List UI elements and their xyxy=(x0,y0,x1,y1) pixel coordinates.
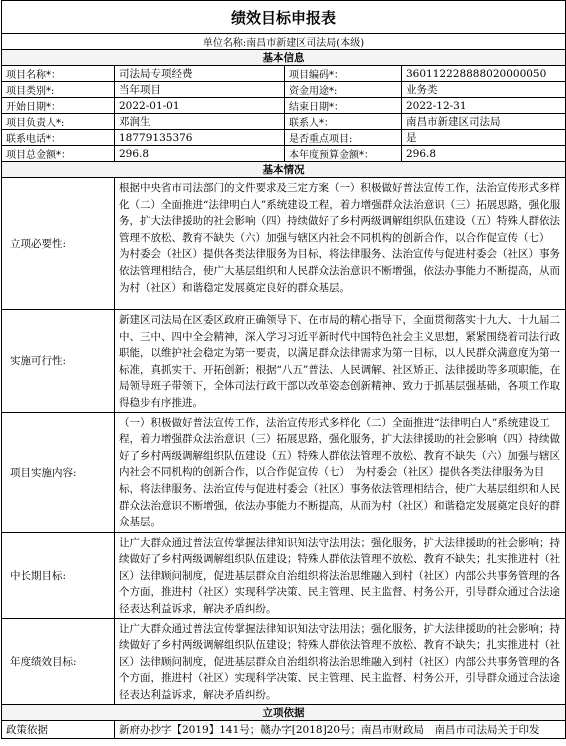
project-code-label: 项目编码*： xyxy=(285,66,402,82)
performance-form xyxy=(1,0,566,739)
total-amount-label: 项目总金额*： xyxy=(2,146,115,162)
necessity-text: 根据中央省市司法部门的文件要求及三定方案（一）积极做好普法宣传工作，法治宣传形式多样化（二）全面推进“法律明白人”系统建设工程，着力增强群众法治意识（三）拓展思路，强化服务，扩大法律援助的社会影响（四）持续做好了乡村两级调解组织队伍建设（五）特殊人群依法管理不放松、教育不缺失（六）加强与辖区内社会不同机构的创新合作，以合作促宣传（七） 为村委会（社区）提供各类法律服务为目标，将法律服务、法治宣传与促进村委会（社区）事务依法管理相结合，使广大基层组织和人民群众法治意识不断增强，依法办事能力不断提高，从而为村（社区）和谐稳定发展奠定良好的群众基层。 xyxy=(115,178,566,310)
phone-label: 联系电话*： xyxy=(2,130,115,146)
content-text: （一）积极做好普法宣传工作，法治宣传形式多样化（二）全面推进“法律明白人”系统建设工程，着力增强群众法治意识（三）拓展思路，强化服务，扩大法律援助的社会影响（四）持续做好了乡村两级调解组织队伍建设（五）特殊人群依法管理不放松、教育不缺失（六）加强与辖区内社会不同机构的创新合作，以合作促宣传（七） 为村委会（社区）提供各类法律服务为目标，将法律服务、法治宣传与促进村委会（社区）事务依法管理相结合，使广大基层组织和人民群众法治意识不断增强，依法办事能力不断提高，从而为村（社区）和谐稳定发展奠定良好的群众基层。 xyxy=(115,412,566,532)
form-title: 绩效目标申报表 xyxy=(2,1,566,34)
project-name-value: 司法局专项经费 xyxy=(115,66,285,82)
annual-text: 让广大群众通过普法宣传掌握法律知识知法守法用法；强化服务，扩大法律援助的社会影响；持续做好了乡村两级调解组织队伍建设；特殊人群依法管理不放松、教育不缺失；扎实推进村（社区）法律顾问制度，促进基层群众自治组织将法治思维融入到村（社区）内部公共事务管理的各个方面，推进村（社区）实现科学决策、民主管理、民主监督、村务公开，引导群众通过合法途径表达利益诉求，解决矛盾纠纷。 xyxy=(115,618,566,704)
project-name-label: 项目名称*： xyxy=(2,66,115,82)
section-basic-info: 基本信息 xyxy=(2,50,566,66)
fund-use-label: 资金用途*: xyxy=(285,82,402,98)
section-basic-status: 基本情况 xyxy=(2,162,566,178)
key-project-label: 是否重点项目: xyxy=(285,130,402,146)
end-date-value: 2022-12-31 xyxy=(402,98,566,114)
phone-value: 18779135376 xyxy=(115,130,285,146)
total-amount-value: 296.8 xyxy=(115,146,285,162)
policy-basis-label: 政策依据 xyxy=(2,720,115,738)
leader-label: 项目负责人*: xyxy=(2,114,115,130)
project-code-value: 360112228888020000050 xyxy=(402,66,566,82)
contact-value: 南昌市新建区司法局 xyxy=(402,114,566,130)
midterm-label: 中长期目标: xyxy=(2,532,115,618)
key-project-value: 是 xyxy=(402,130,566,146)
section-basis: 立项依据 xyxy=(2,704,566,720)
annual-label: 年度绩效目标: xyxy=(2,618,115,704)
end-date-label: 结束日期*： xyxy=(285,98,402,114)
unit-name: 单位名称:南昌市新建区司法局(本级) xyxy=(2,34,566,50)
annual-budget-label: 本年度预算金额*： xyxy=(285,146,402,162)
necessity-label: 立项必要性: xyxy=(2,178,115,310)
project-category-value: 当年项目 xyxy=(115,82,285,98)
feasibility-text: 新建区司法局在区委区政府正确领导下、在市局的精心指导下，全面贯彻落实十九大、十九届二中、三中、四中全会精神，深入学习习近平新时代中国特色社会主义思想，紧紧围绕着司法行政职能，以维护社会稳定为第一要责，以满足群众法律需求为第一目标，以人民群众满意度为第一标准，真抓实干、开拓创新；根据“八五”普法、人民调解、社区矫正、法律援助等多项职能，在局领导班子带领下，全体司法行政干部以改革姿态创新精神、致力于抓基层强基础，各项工作取得稳步有序推进。 xyxy=(115,310,566,413)
feasibility-label: 实施可行性: xyxy=(2,310,115,413)
annual-budget-value: 296.8 xyxy=(402,146,566,162)
leader-value: 邓润生 xyxy=(115,114,285,130)
policy-basis-text: 新府办抄字【2019】141号；赣办字[2018]20号；南昌市财政局 南昌市司法局关于印发 xyxy=(115,720,566,738)
start-date-value: 2022-01-01 xyxy=(115,98,285,114)
midterm-text: 让广大群众通过普法宣传掌握法律知识知法守法用法；强化服务，扩大法律援助的社会影响；持续做好了乡村两级调解组织队伍建设；特殊人群依法管理不放松、教育不缺失；扎实推进村（社区）法律顾问制度，促进基层群众自治组织将法治思维融入到村（社区）内部公共事务管理的各个方面，推进村（社区）实现科学决策、民主管理、民主监督、村务公开，引导群众通过合法途径表达利益诉求，解决矛盾纠纷。 xyxy=(115,532,566,618)
fund-use-value: 业务类 xyxy=(402,82,566,98)
start-date-label: 开始日期*： xyxy=(2,98,115,114)
contact-label: 联系人*： xyxy=(285,114,402,130)
project-category-label: 项目类别*: xyxy=(2,82,115,98)
content-label: 项目实施内容: xyxy=(2,412,115,532)
